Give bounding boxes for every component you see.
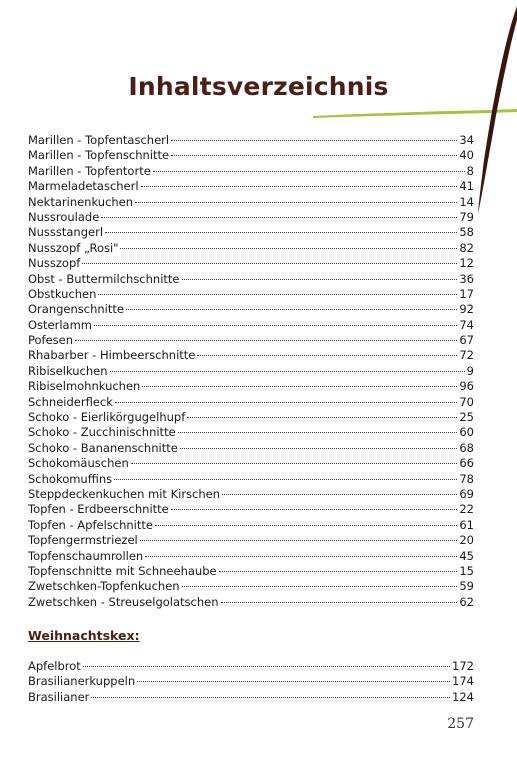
toc-entry-title: Pofesen	[28, 333, 74, 348]
toc-entry-page: 72	[459, 348, 474, 363]
section-heading: Weihnachtskex:	[28, 628, 140, 643]
dot-leader	[137, 681, 450, 682]
toc-entry-title: Ribiselkuchen	[28, 363, 108, 378]
toc-entry	[28, 518, 474, 533]
toc-entry	[28, 195, 474, 210]
toc-entry-page: 82	[459, 240, 474, 255]
dot-leader	[98, 294, 457, 295]
toc-entry-page: 174	[452, 674, 474, 689]
dot-leader	[178, 432, 458, 433]
dot-leader	[180, 448, 458, 449]
toc-entry-title: Topfen - Apfelschnitte	[28, 517, 153, 532]
toc-entry-title: Schoko - Zucchinischnitte	[28, 425, 176, 440]
toc-entry-page: 40	[459, 148, 474, 163]
dot-leader	[221, 602, 458, 603]
toc-entry-title: Nussroulade	[28, 209, 100, 224]
dot-leader	[82, 263, 457, 264]
toc-entry-page: 172	[452, 659, 474, 673]
toc-entry	[28, 272, 474, 287]
toc-entry	[28, 164, 474, 179]
toc-entry	[28, 364, 474, 379]
toc-entry-title: Schokomuffins	[28, 471, 113, 486]
dot-leader	[101, 217, 457, 218]
toc-entry-page: 8	[466, 163, 474, 178]
toc-entry-page: 15	[459, 563, 474, 578]
page-title: Inhaltsverzeichnis	[128, 72, 389, 101]
dot-leader	[75, 340, 457, 341]
toc-entry	[28, 533, 474, 548]
dot-leader	[142, 386, 457, 387]
toc-entry-page: 25	[459, 410, 474, 425]
toc-entry-page: 20	[459, 533, 474, 548]
toc-entry-title: Topfenschnitte mit Schneehaube	[28, 563, 217, 578]
dot-leader	[155, 525, 457, 526]
toc-entry-page: 36	[459, 271, 474, 286]
toc-entry	[28, 549, 474, 564]
toc-entry	[28, 379, 474, 394]
toc-entry	[28, 287, 474, 302]
dot-leader	[219, 571, 458, 572]
dot-leader	[141, 186, 458, 187]
toc-entry-title: Topfenschaumrollen	[28, 548, 144, 563]
toc-entry-title: Apfelbrot	[28, 659, 81, 673]
toc-entry-title: Nusszopf	[28, 256, 81, 271]
toc-entry-page: 69	[459, 486, 474, 501]
toc-entry-title: Steppdeckenkuchen mit Kirschen	[28, 486, 221, 501]
dot-leader	[222, 494, 457, 495]
toc-entry-page: 22	[459, 502, 474, 517]
toc-entry-page: 67	[459, 333, 474, 348]
toc-entry-page: 59	[459, 579, 474, 594]
dot-leader	[153, 171, 465, 172]
toc-entry-title: Obst - Buttermilchschnitte	[28, 271, 180, 286]
toc-entry	[28, 302, 474, 317]
toc-entry	[28, 210, 474, 225]
toc-entry-title: Topfengermstriezel	[28, 533, 138, 548]
toc-entry-title: Nektarinenkuchen	[28, 194, 134, 209]
toc-entry	[28, 333, 474, 348]
toc-entry	[28, 348, 474, 363]
dot-leader	[182, 586, 458, 587]
toc-entry	[28, 148, 474, 163]
dot-leader	[171, 140, 457, 141]
toc-entry	[28, 456, 474, 471]
toc-entry-title: Schoko - Eierlikörgugelhupf	[28, 410, 186, 425]
dot-leader	[182, 279, 458, 280]
toc-entry	[28, 133, 474, 148]
toc-entry	[28, 674, 474, 689]
toc-entry	[28, 395, 474, 410]
toc-entry	[28, 690, 474, 705]
toc-entry-page: 41	[459, 179, 474, 194]
toc-entry-page: 79	[459, 209, 474, 224]
toc-entry-title: Schoko - Bananenschnitte	[28, 440, 178, 455]
toc-entry	[28, 241, 474, 256]
green-accent-line	[313, 109, 517, 118]
toc-entry	[28, 472, 474, 487]
dot-leader	[83, 666, 450, 667]
dot-leader	[145, 556, 457, 557]
dot-leader	[171, 155, 457, 156]
toc-entry-title: Rhabarber - Himbeerschnitte	[28, 348, 196, 363]
dot-leader	[114, 479, 457, 480]
toc-entry-title: Zwetschken-Topfenkuchen	[28, 579, 180, 594]
toc-entry	[28, 225, 474, 240]
toc-entry-title: Nussstangerl	[28, 225, 104, 240]
toc-entry	[28, 502, 474, 517]
toc-entry	[28, 659, 474, 674]
table-of-contents	[28, 133, 474, 610]
toc-entry	[28, 579, 474, 594]
dot-leader	[140, 540, 458, 541]
page-number: 257	[447, 716, 474, 732]
toc-entry-page: 58	[459, 225, 474, 240]
toc-entry-title: Topfen - Erdbeerschnitte	[28, 502, 169, 517]
toc-entry-title: Nusszopf „Rosi"	[28, 240, 119, 255]
toc-entry-title: Zwetschken - Streuselgolatschen	[28, 594, 219, 609]
toc-entry-page: 78	[459, 471, 474, 486]
dot-leader	[131, 463, 458, 464]
toc-entry-title: Marillen - Topfentascherl	[28, 133, 170, 147]
toc-entry-page: 74	[459, 317, 474, 332]
toc-entry-page: 34	[459, 133, 474, 147]
dot-leader	[120, 248, 457, 249]
toc-entry-page: 14	[459, 194, 474, 209]
dot-leader	[110, 371, 465, 372]
toc-entry-title: Osterlamm	[28, 317, 93, 332]
toc-entry-title: Marillen - Topfentorte	[28, 163, 151, 178]
toc-entry-title: Schneiderfleck	[28, 394, 113, 409]
toc-entry	[28, 487, 474, 502]
toc-entry-page: 45	[459, 548, 474, 563]
toc-entry-title: Marillen - Topfenschnitte	[28, 148, 170, 163]
toc-entry	[28, 595, 474, 610]
toc-entry-title: Orangenschnitte	[28, 302, 124, 317]
toc-entry	[28, 318, 474, 333]
toc-entry-title: Brasilianer	[28, 689, 90, 704]
toc-entry-page: 61	[459, 517, 474, 532]
dot-leader	[115, 402, 457, 403]
dot-leader	[126, 309, 457, 310]
section-table-of-contents	[28, 659, 474, 705]
dot-leader	[105, 232, 457, 233]
toc-entry	[28, 410, 474, 425]
dot-leader	[187, 417, 457, 418]
dot-leader	[171, 509, 458, 510]
toc-entry-page: 66	[459, 456, 474, 471]
toc-entry-page: 96	[459, 379, 474, 394]
toc-entry-page: 17	[459, 286, 474, 301]
toc-entry-title: Brasilianerkuppeln	[28, 674, 136, 689]
dot-leader	[91, 697, 450, 698]
toc-entry-page: 60	[459, 425, 474, 440]
toc-entry	[28, 179, 474, 194]
toc-entry-title: Obstkuchen	[28, 286, 97, 301]
dot-leader	[197, 355, 457, 356]
dot-leader	[94, 325, 457, 326]
toc-entry-page: 68	[459, 440, 474, 455]
toc-entry-page: 12	[459, 256, 474, 271]
toc-entry	[28, 564, 474, 579]
toc-entry-page: 70	[459, 394, 474, 409]
toc-entry-title: Marmeladetascherl	[28, 179, 139, 194]
toc-entry	[28, 425, 474, 440]
dot-leader	[135, 202, 457, 203]
toc-entry-page: 9	[466, 363, 474, 378]
toc-entry-page: 62	[459, 594, 474, 609]
toc-entry-title: Ribiselmohnkuchen	[28, 379, 141, 394]
toc-entry	[28, 256, 474, 271]
toc-entry-page: 92	[459, 302, 474, 317]
toc-entry	[28, 441, 474, 456]
toc-entry-page: 124	[452, 689, 474, 704]
toc-entry-title: Schokomäuschen	[28, 456, 129, 471]
